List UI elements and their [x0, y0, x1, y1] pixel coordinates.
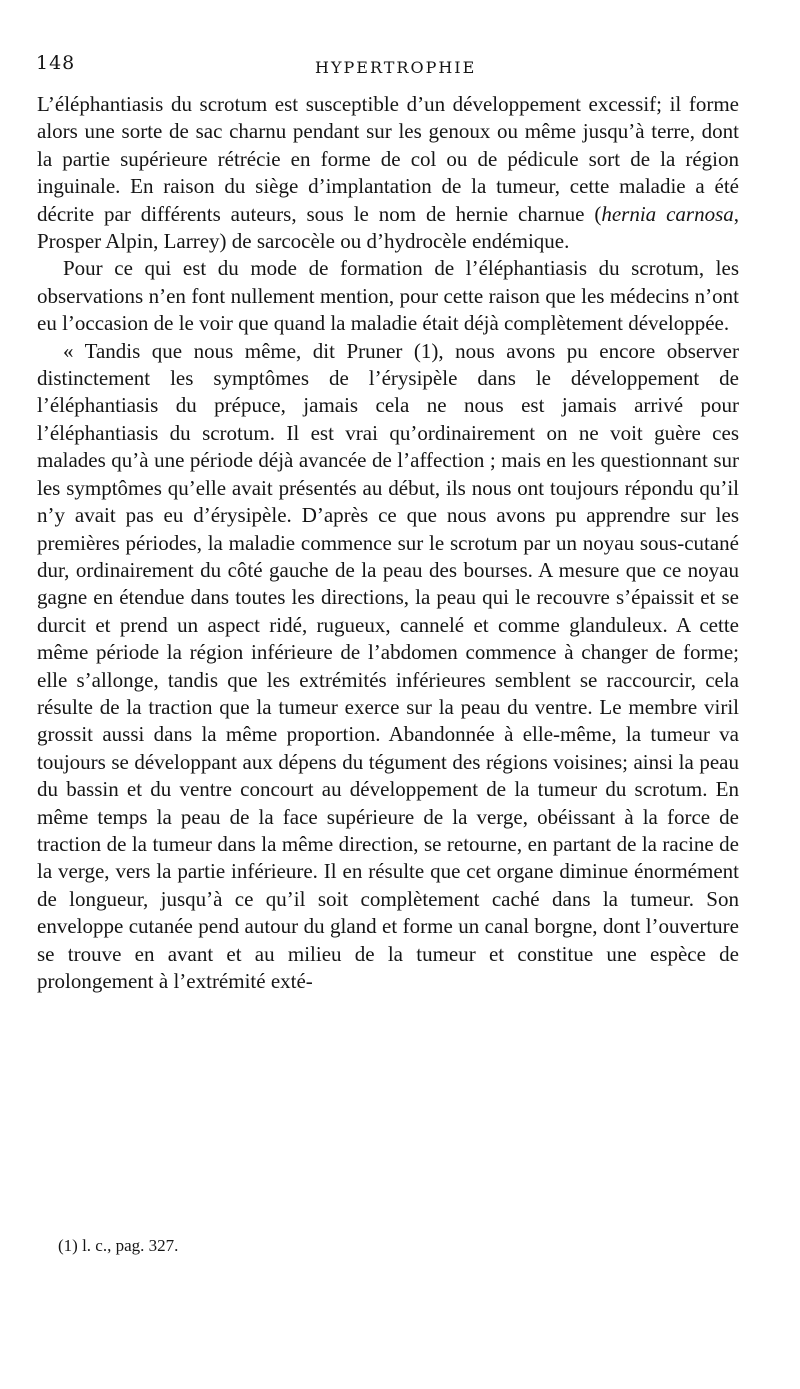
paragraph-1-italic: hernia carnosa — [601, 201, 734, 226]
running-head: HYPERTROPHIE — [315, 58, 477, 77]
paragraph-2: Pour ce qui est du mode de formation de l’éléphantiasis du scrotum, les observations n’en font nullement mention, pour cette raison que les médecins n’ont eu l’occasion de le voir que quand la maladie était déjà complètement développée. — [37, 256, 739, 336]
paragraph-1-text-b: , Prosper Alpin, Larrey) de sarcocèle ou d’hydrocèle endémique. — [37, 201, 739, 254]
footnote: (1) l. c., pag. 327. — [58, 1236, 179, 1255]
body-text — [37, 91, 739, 995]
paragraph-3: « Tandis que nous même, dit Pruner (1), nous avons pu encore observer distinctement les symptômes de l’érysipèle dans le développement de l’éléphantiasis du prépuce, jamais cela ne nous est jamais arrivé pour l’éléphantiasis du scrotum. Il est vrai qu’ordinairement on ne voit guère ces malades qu’à une période déjà avancée de l’affection ; mais en les questionnant sur les symptômes qu’elle avait présentés au début, ils nous ont toujours répondu qu’il n’y avait pas eu d’érysipèle. D’après ce que nous avons pu apprendre sur les premières périodes, la maladie commence sur le scrotum par un noyau sous-cutané dur, ordinairement du côté gauche de la peau des bourses. A mesure que ce noyau gagne en étendue dans toutes les directions, la peau qui le recouvre s’épaissit et se durcit et prend un aspect ridé, rugueux, cannelé et comme glanduleux. A cette même période la région inférieure de l’abdomen commence à changer de forme; elle s’allonge, tandis que les extrémités inférieures semblent se raccourcir, cela résulte de la traction que la tumeur exerce sur la peau du ventre. Le membre viril grossit aussi dans la même proportion. Abandonnée à elle-même, la tumeur va toujours se développant aux dépens du tégument des régions voisines; ainsi la peau du bassin et du ventre concourt au développement de la tumeur du scrotum. En même temps la peau de la face supérieure de la verge, obéissant à la force de traction de la tumeur dans la même direction, se retourne, en partant de la racine de la verge, vers la partie inférieure. Il en résulte que cet organe diminue énormément de longueur, jusqu’à ce qu’il soit complètement caché dans la tumeur. Son enveloppe cutanée pend autour du gland et forme un canal borgne, dont l’ouverture se trouve en avant et au milieu de la tumeur et constitue une espèce de prolongement à l’extrémité exté- — [37, 338, 739, 993]
paragraph-1 — [37, 91, 739, 255]
paragraph-1-text-a: L’éléphantiasis du scrotum est susceptible d’un développement excessif; il forme alors une sorte de sac charnu pendant sur les genoux ou même jusqu’à terre, dont la partie supérieure rétrécie en forme de col ou de pédicule sort de la région inguinale. En raison du siège d’implantation de la tumeur, cette maladie a été décrite par différents auteurs, sous le nom de hernie charnue ( — [37, 92, 739, 226]
page-header — [0, 52, 800, 82]
page-number: 148 — [36, 52, 76, 74]
